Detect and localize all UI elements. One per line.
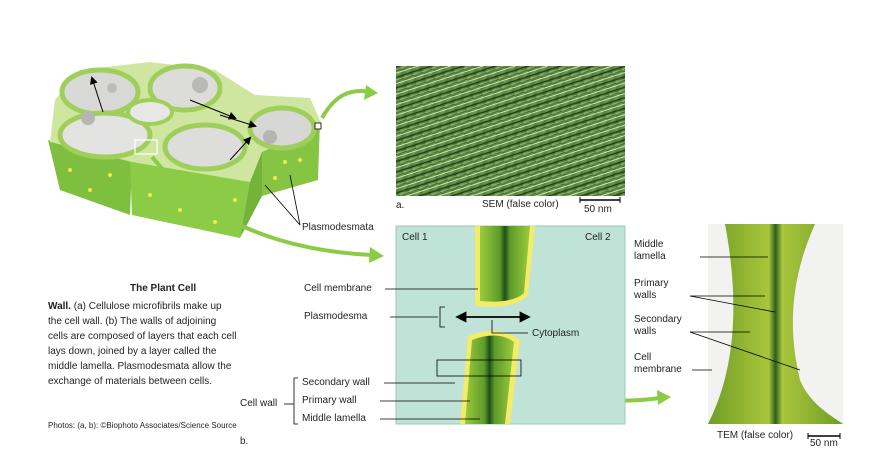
tem-label-membrane-1: Cell	[634, 352, 652, 363]
sem-method-label: SEM (false color)	[482, 199, 559, 210]
tem-label-primary-1: Primary	[634, 278, 669, 289]
nucleus-icon	[263, 130, 277, 144]
cell1-label: Cell 1	[402, 232, 428, 243]
tem-label-primary-2: walls	[634, 290, 657, 301]
label-middle-lamella: Middle lamella	[302, 413, 366, 424]
label-primary-wall: Primary wall	[302, 395, 357, 406]
tem-label-membrane-2: membrane	[634, 364, 682, 375]
cell-top-left	[62, 70, 138, 114]
cell-front-mid	[165, 125, 245, 169]
cell-wall-diagram	[396, 226, 625, 424]
pointer-line	[265, 185, 300, 225]
zoom-box-wall	[315, 123, 321, 129]
tem-label-secondary-1: Secondary	[634, 314, 682, 325]
nucleus-icon	[192, 77, 208, 93]
tem-method-label: TEM (false color)	[717, 430, 794, 441]
label-cell-membrane: Cell membrane	[304, 283, 372, 294]
zoom-arrow-to-sem	[322, 91, 372, 118]
tem-label-middle-1: Middle	[634, 239, 664, 250]
nucleus-icon	[107, 83, 117, 93]
caption-body: (a) Cellulose microfibrils make up the cell wall. (b) The walls of adjoining cells are composed of layers that each cell lays down, joined by a layer called the middle lamella. Plasmodesmata allow the exchange of materials between cells.	[48, 301, 237, 387]
plant-tissue-block	[48, 62, 322, 238]
caption-lead: Wall.	[48, 301, 71, 312]
label-cytoplasm: Cytoplasm	[532, 328, 580, 339]
panel-b-letter: b.	[240, 436, 249, 447]
label-plasmodesmata: Plasmodesmata	[302, 222, 374, 233]
cell2-label: Cell 2	[585, 232, 611, 243]
tem-label-secondary-2: walls	[634, 326, 657, 337]
cell-right	[250, 108, 314, 148]
upper-wall	[480, 226, 530, 302]
figure-title: The Plant Cell	[130, 283, 197, 294]
arrowhead-icon	[364, 85, 378, 100]
tem-label-middle-2: lamella	[634, 251, 666, 262]
tem-scale-label: 50 nm	[810, 438, 838, 449]
nucleus-icon	[81, 111, 95, 125]
arrowhead-icon	[369, 247, 384, 263]
sem-micrograph	[396, 66, 625, 196]
sem-scale-label: 50 nm	[584, 204, 612, 215]
arrowhead-icon	[657, 390, 671, 405]
figure-caption	[48, 299, 238, 389]
label-plasmodesma: Plasmodesma	[304, 311, 368, 322]
cell-center	[128, 100, 172, 124]
label-cell-wall: Cell wall	[240, 398, 278, 409]
label-secondary-wall: Secondary wall	[302, 377, 370, 388]
panel-a-letter: a.	[396, 200, 405, 211]
photo-credit: Photos: (a, b): ©Biophoto Associates/Science Source	[48, 421, 237, 430]
